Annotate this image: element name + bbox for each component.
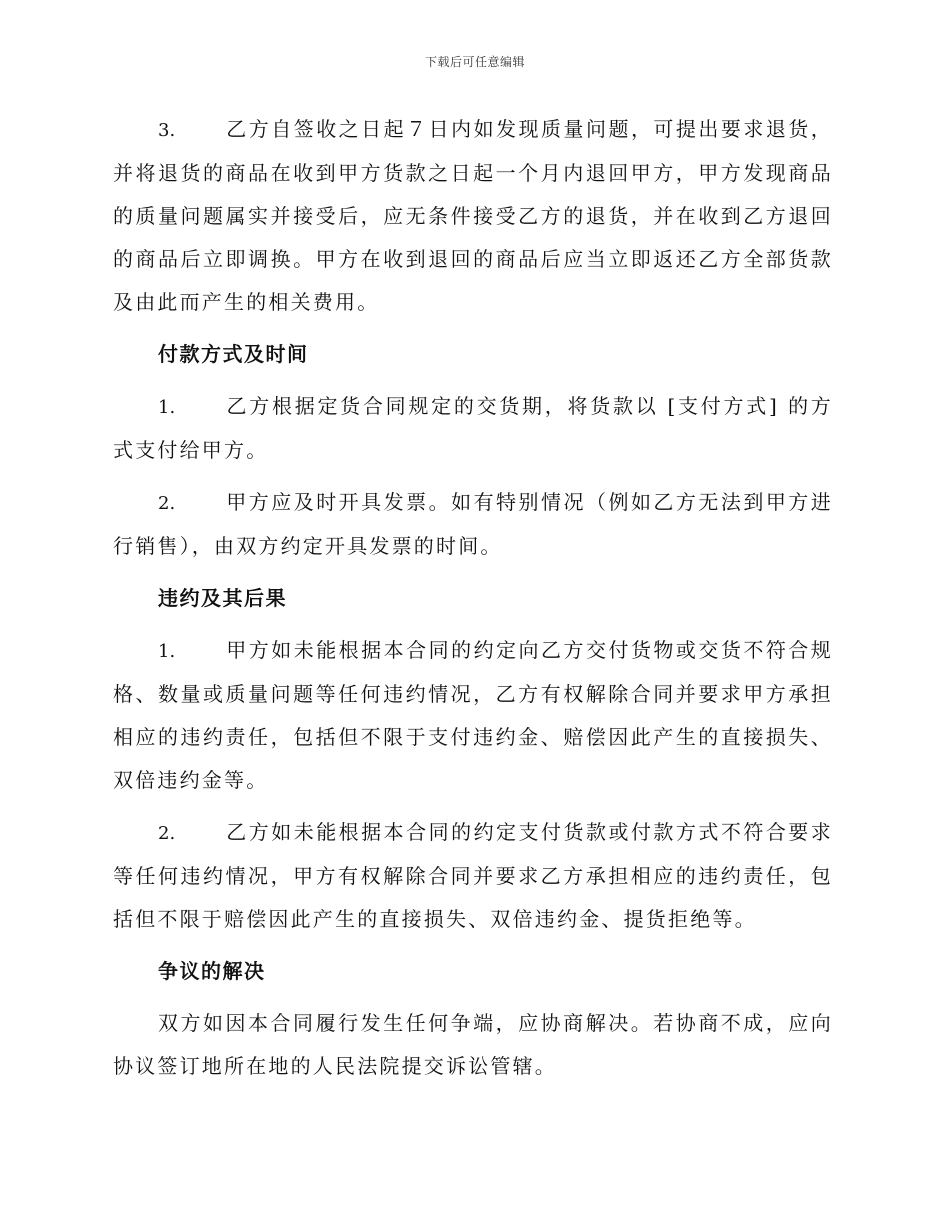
section-heading-breach: 违约及其后果 [158, 586, 287, 610]
paragraph-text: 甲方应及时开具发票。如有特别情况（例如乙方无法到甲方进行销售），由双方约定开具发票的时间。 [113, 490, 833, 558]
paragraph-payment-1 [113, 385, 833, 472]
paragraph-breach-1 [113, 629, 833, 802]
section-heading-payment: 付款方式及时间 [158, 342, 309, 366]
paragraph-payment-2 [113, 481, 833, 568]
page-header: 下载后可任意编辑 [424, 55, 525, 69]
item-number: 1. [158, 641, 176, 662]
paragraph-text: 乙方根据定货合同规定的交货期，将货款以 [支付方式] 的方式支付给甲方。 [113, 394, 833, 462]
paragraph-text: 乙方如未能根据本合同的约定支付货款或付款方式不符合要求等任何违约情况，甲方有权解除合同并要求乙方承担相应的违约责任，包括但不限于赔偿因此产生的直接损失、双倍违约金、提货拒绝等。 [113, 820, 833, 931]
item-number: 1. [158, 397, 176, 418]
paragraph-quality-return [113, 108, 833, 324]
paragraph-dispute [113, 1002, 833, 1088]
item-number: 2. [158, 493, 176, 514]
item-number: 2. [158, 823, 176, 844]
section-heading-dispute: 争议的解决 [158, 959, 266, 983]
paragraph-text: 双方如因本合同履行发生任何争端，应协商解决。若协商不成，应向协议签订地所在地的人民法院提交诉讼管辖。 [113, 1011, 833, 1078]
paragraph-breach-2 [113, 811, 833, 941]
paragraph-text: 甲方如未能根据本合同的约定向乙方交付货物或交货不符合规格、数量或质量问题等任何违约情况，乙方有权解除合同并要求甲方承担相应的违约责任，包括但不限于支付违约金、赔偿因此产生的直接损失、双倍违约金等。 [113, 638, 833, 792]
paragraph-text: 乙方自签收之日起７日内如发现质量问题，可提出要求退货，并将退货的商品在收到甲方货款之日起一个月内退回甲方，甲方发现商品的质量问题属实并接受后，应无条件接受乙方的退货，并在收到乙方退回的商品后立即调换。甲方在收到退回的商品后应当立即返还乙方全部货款及由此而产生的相关费用。 [113, 117, 833, 314]
item-number: 3. [158, 120, 176, 141]
document-body [113, 108, 833, 1097]
